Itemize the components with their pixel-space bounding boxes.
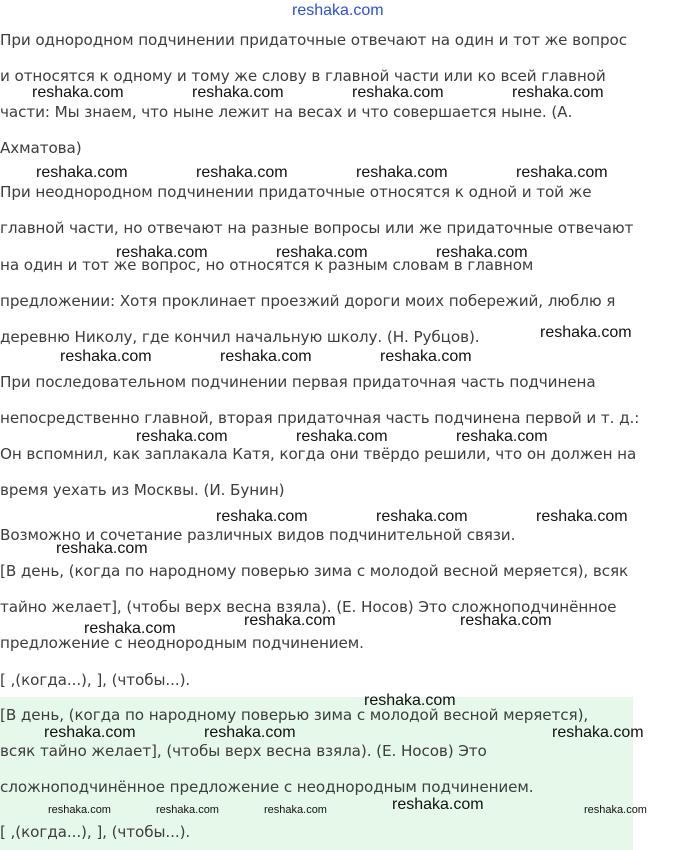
- text-line: предложении: Хотя проклинает проезжий дороги моих побережий, люблю я: [0, 292, 616, 310]
- watermark: reshaka.com: [296, 428, 388, 445]
- watermark: reshaka.com: [536, 508, 628, 525]
- watermark: reshaka.com: [192, 84, 284, 101]
- text-line: [ ,(когда...), ], (чтобы...).: [0, 823, 191, 841]
- watermark: reshaka.com: [392, 796, 484, 813]
- text-line: [В день, (когда по народному поверью зима с молодой весной меряется),: [0, 706, 589, 724]
- text-line: Ахматова): [0, 139, 82, 157]
- text-line: время уехать из Москвы. (И. Бунин): [0, 481, 285, 499]
- text-line: на один и тот же вопрос, но относятся к разным словам в главном: [0, 256, 534, 274]
- watermark: reshaka.com: [44, 724, 136, 741]
- watermark: reshaka.com: [36, 164, 128, 181]
- watermark: reshaka.com: [540, 324, 632, 341]
- text-line: сложноподчинённое предложение с неоднородным подчинением.: [0, 778, 534, 796]
- watermark: reshaka.com: [380, 348, 472, 365]
- watermark: reshaka.com: [84, 620, 176, 637]
- text-line: [В день, (когда по народному поверью зима с молодой весной меряется), всяк: [0, 562, 629, 580]
- watermark: reshaka.com: [276, 244, 368, 261]
- watermark-small: reshaka.com: [584, 804, 647, 816]
- text-line: предложение с неоднородным подчинением.: [0, 634, 364, 652]
- text-line: При последовательном подчинении первая придаточная часть подчинена: [0, 373, 596, 391]
- text-line: тайно желает], (чтобы верх весна взяла). (Е. Носов) Это сложноподчинённое: [0, 598, 617, 616]
- watermark: reshaka.com: [460, 612, 552, 629]
- watermark: reshaka.com: [216, 508, 308, 525]
- watermark: reshaka.com: [196, 164, 288, 181]
- watermark: reshaka.com: [352, 84, 444, 101]
- watermark: reshaka.com: [56, 540, 148, 557]
- watermark-small: reshaka.com: [264, 804, 327, 816]
- watermark: reshaka.com: [376, 508, 468, 525]
- text-line: всяк тайно желает], (чтобы верх весна взяла). (Е. Носов) Это: [0, 742, 487, 760]
- watermark: reshaka.com: [516, 164, 608, 181]
- watermark: reshaka.com: [364, 692, 456, 709]
- text-line: При неоднородном подчинении придаточные относятся к одной и той же: [0, 183, 592, 201]
- text-line: непосредственно главной, вторая придаточная часть подчинена первой и т. д.:: [0, 409, 640, 427]
- watermark: reshaka.com: [116, 244, 208, 261]
- watermark: reshaka.com: [60, 348, 152, 365]
- watermark-small: reshaka.com: [48, 804, 111, 816]
- watermark: reshaka.com: [436, 244, 528, 261]
- watermark: reshaka.com: [456, 428, 548, 445]
- watermark: reshaka.com: [32, 84, 124, 101]
- watermark: reshaka.com: [220, 348, 312, 365]
- watermark: reshaka.com: [136, 428, 228, 445]
- text-line: и относятся к одному и тому же слову в главной части или ко всей главной: [0, 67, 606, 85]
- text-line: [ ,(когда...), ], (чтобы...).: [0, 671, 191, 689]
- text-line: При однородном подчинении придаточные отвечают на один и тот же вопрос: [0, 31, 627, 49]
- text-line: Он вспомнил, как заплакала Катя, когда они твёрдо решили, что он должен на: [0, 445, 637, 463]
- watermark: reshaka.com: [204, 724, 296, 741]
- text-line: Возможно и сочетание различных видов подчинительной связи.: [0, 526, 516, 544]
- watermark: reshaka.com: [512, 84, 604, 101]
- text-line: деревню Николу, где кончил начальную школу. (Н. Рубцов).: [0, 328, 480, 346]
- text-line: части: Мы знаем, что ныне лежит на весах и что совершается ныне. (А.: [0, 103, 573, 121]
- watermark: reshaka.com: [244, 612, 336, 629]
- text-line: главной части, но отвечают на разные вопросы или же придаточные отвечают: [0, 219, 634, 237]
- watermark: reshaka.com: [552, 724, 644, 741]
- watermark-small: reshaka.com: [156, 804, 219, 816]
- watermark-top: reshaka.com: [292, 2, 384, 19]
- watermark: reshaka.com: [356, 164, 448, 181]
